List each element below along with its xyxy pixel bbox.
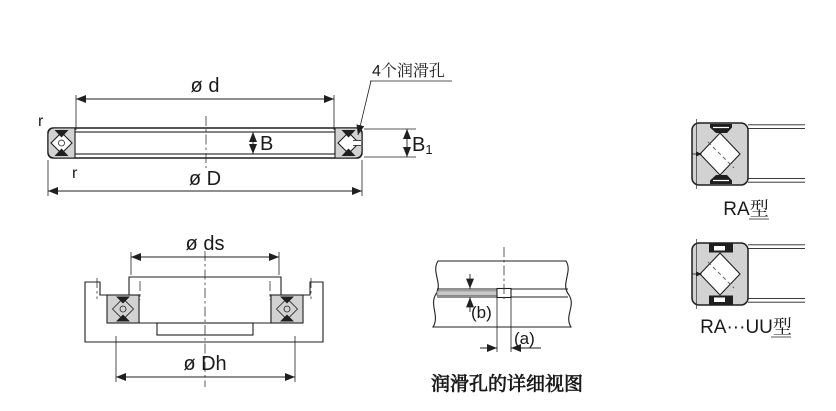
outer-diameter-label: ø D	[188, 168, 222, 190]
bore-outline	[75, 132, 335, 154]
seal-slot	[714, 246, 725, 251]
chamfer-r-label-outer: r	[38, 113, 44, 130]
hole-depth-label: (b)	[471, 303, 492, 322]
seal-slot	[714, 298, 725, 303]
lube-channel	[437, 291, 497, 296]
hole-width-label: (a)	[514, 329, 535, 348]
outer-diameter-dimension	[48, 160, 362, 196]
detail-caption: 润滑孔的详细视图	[430, 374, 584, 395]
ring-width-label: B	[260, 133, 274, 155]
lubrication-callout	[358, 62, 452, 135]
ra-uu-type-label: RA···UU型	[700, 317, 792, 338]
ra-type-label: RA型	[723, 199, 769, 220]
bearing-section-view	[38, 62, 452, 196]
left-section-block	[48, 128, 75, 158]
lube-hole-detail-view	[430, 247, 583, 395]
ra-type-figure	[692, 119, 805, 220]
lube-holes-callout-text: 4个润滑孔	[372, 63, 445, 80]
hole-width-dimension	[480, 329, 541, 348]
ra-uu-type-figure	[692, 239, 805, 338]
right-bearing-section	[271, 295, 303, 323]
housing-diameter-label: ø Dh	[183, 353, 227, 375]
shaft-diameter-label: ø ds	[185, 233, 225, 255]
shaft-diameter-dimension	[131, 233, 279, 275]
inner-diameter-label: ø d	[190, 75, 220, 97]
right-section-block	[335, 128, 362, 158]
housing-diameter-dimension	[116, 336, 295, 382]
chamfer-r-label-inner: r	[72, 165, 78, 182]
total-width-label: B1	[412, 134, 433, 157]
lube-hole-mark	[353, 141, 361, 146]
mounting-section-view	[85, 233, 323, 387]
inner-diameter-dimension	[76, 75, 334, 130]
total-width-dimension	[364, 129, 433, 157]
left-bearing-section	[107, 295, 139, 323]
